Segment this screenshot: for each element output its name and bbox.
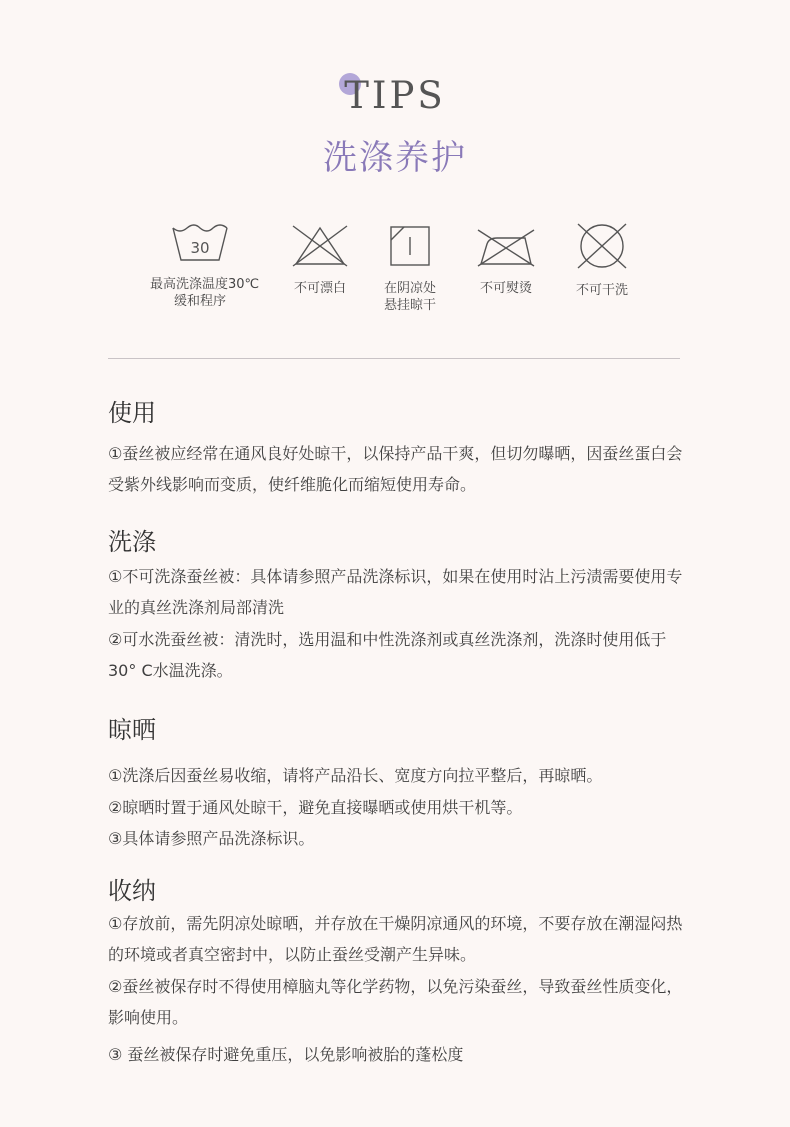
shade-hang-dry-icon — [388, 222, 432, 268]
care-label-no-dry-clean: 不可干洗 — [575, 283, 628, 298]
section-title-dry: 晾晒 — [108, 716, 156, 744]
no-bleach-icon — [290, 222, 350, 268]
wash-30-icon — [170, 222, 230, 264]
care-item-no-bleach — [268, 222, 372, 297]
care-item-no-dry-clean — [560, 222, 644, 299]
section-title-store: 收纳 — [108, 877, 156, 905]
care-item-wash — [150, 222, 260, 310]
care-label-wash-1: 最高洗涤温度30℃ — [150, 277, 260, 292]
wash-paragraph-1: ①不可洗涤蚕丝被：具体请参照产品洗涤标识，如果在使用时沾上污渍需要使用专业的真丝洗涤剂局部清洗 — [108, 567, 683, 617]
care-icons-row — [150, 222, 650, 332]
care-label-no-bleach: 不可漂白 — [293, 281, 346, 296]
store-paragraph-2: ②蚕丝被保存时不得使用樟脑丸等化学药物，以免污染蚕丝，导致蚕丝性质变化，影响使用。 — [108, 977, 683, 1027]
wash-paragraph-2: ②可水洗蚕丝被：清洗时，选用温和中性洗涤剂或真丝洗涤剂，洗涤时使用低于30° C水温洗涤。 — [108, 630, 667, 680]
care-item-hang-dry — [368, 222, 452, 314]
dry-paragraph-2: ②晾晒时置于通风处晾干，避免直接曝晒或使用烘干机等。 — [108, 798, 523, 817]
wash-temp-number: 30 — [190, 239, 210, 257]
no-dry-clean-icon — [572, 222, 632, 270]
care-label-hang-dry-2: 悬挂晾干 — [383, 298, 436, 313]
dry-paragraph-1: ①洗涤后因蚕丝易收缩，请将产品沿长、宽度方向拉平整后，再晾晒。 — [108, 766, 603, 785]
care-label-no-iron: 不可熨烫 — [479, 281, 532, 296]
no-iron-icon — [475, 222, 537, 268]
divider — [108, 358, 680, 359]
section-title-use: 使用 — [108, 399, 156, 427]
store-paragraph-3: ③ 蚕丝被保存时避免重压，以免影响被胎的蓬松度 — [108, 1045, 464, 1064]
care-label-wash-2: 缓和程序 — [173, 294, 226, 309]
care-subtitle: 洗涤养护 — [323, 138, 467, 178]
care-label-hang-dry-1: 在阴凉处 — [383, 281, 436, 296]
tips-title: TIPS — [344, 74, 446, 117]
care-item-no-iron — [464, 222, 548, 297]
use-paragraph-1: ①蚕丝被应经常在通风良好处晾干，以保持产品干爽，但切勿曝晒，因蚕丝蛋白会受紫外线影响而变质，使纤维脆化而缩短使用寿命。 — [108, 444, 683, 494]
store-paragraph-1: ①存放前，需先阴凉处晾晒，并存放在干燥阴凉通风的环境，不要存放在潮湿闷热的环境或者真空密封中，以防止蚕丝受潮产生异味。 — [108, 914, 683, 964]
dry-paragraph-3: ③具体请参照产品洗涤标识。 — [108, 829, 315, 848]
section-title-wash: 洗涤 — [108, 528, 156, 556]
